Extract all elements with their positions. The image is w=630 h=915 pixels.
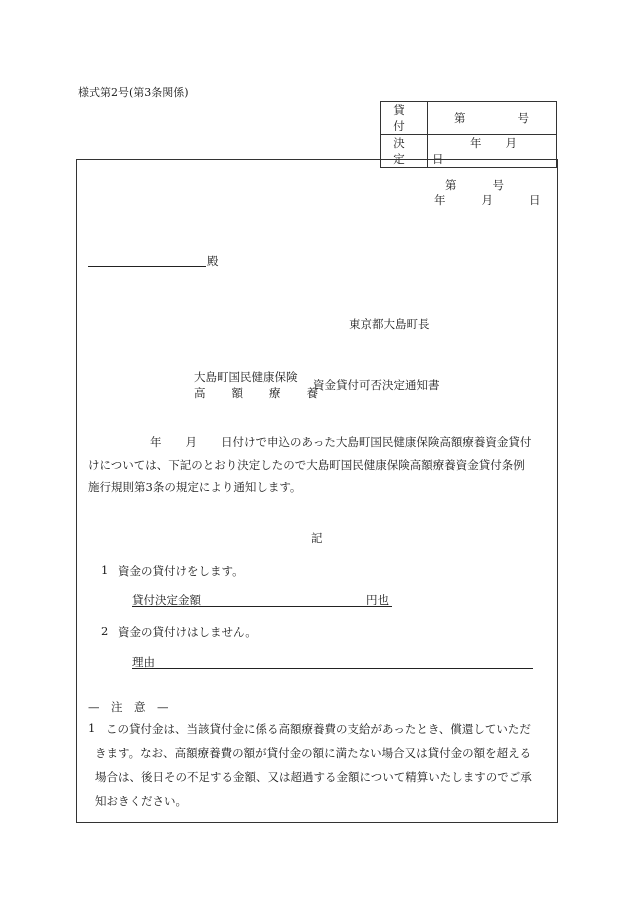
loan-number-suffix: 号: [517, 111, 529, 125]
reason-label: 理由: [132, 655, 155, 669]
title-line2: [194, 385, 318, 401]
item-1-number: 1: [101, 563, 109, 577]
title-char-1: 高: [194, 386, 206, 400]
loan-label: 貸付: [381, 102, 428, 135]
notes-line-1: この貸付金は、当該貸付金に係る高額療養費の支給があったとき、償還していただ: [106, 722, 531, 736]
notice-month: 月: [481, 193, 493, 207]
item-2-text: 資金の貸付けはしません。: [118, 625, 257, 639]
notes-heading: — 注 意 —: [88, 700, 169, 714]
title-char-4: 養: [306, 386, 318, 400]
decision-day: 日: [432, 152, 444, 166]
title-suffix: 資金貸付可否決定通知書: [313, 378, 440, 392]
notice-number-prefix: 第: [445, 178, 457, 192]
ki-marker: 記: [311, 531, 323, 545]
notice-day: 日: [529, 193, 541, 207]
title-char-2: 額: [231, 386, 243, 400]
amount-label: 貸付決定金額: [132, 593, 201, 607]
loan-decision-stamp-table: [380, 101, 557, 168]
notice-number-suffix: 号: [492, 178, 504, 192]
body-line-1-rest: 日付けで申込のあった大島町国民健康保険高額療養資金貸付: [221, 435, 532, 449]
addressee-honorific: 殿: [207, 254, 219, 268]
notes-line-4: 知おきください。: [95, 794, 187, 808]
decision-month: 月: [505, 136, 517, 150]
loan-number-prefix: 第: [454, 111, 466, 125]
notice-date: [434, 192, 541, 208]
body-line-3: 施行規則第3条の規定により通知します。: [88, 480, 302, 494]
reason-underline[interactable]: [132, 654, 533, 669]
issuer-name: 東京都大島町長: [349, 317, 430, 331]
body-month: 月: [185, 435, 197, 449]
amount-underline[interactable]: [132, 592, 392, 607]
body-line-1: [150, 434, 531, 450]
loan-number-row: [381, 102, 557, 135]
addressee-name-line[interactable]: [88, 252, 206, 267]
item-2-number: 2: [101, 624, 109, 638]
title-line1: 大島町国民健康保険: [194, 370, 298, 384]
notice-year: 年: [434, 193, 446, 207]
notes-line-3: 場合は、後日その不足する金額、又は超過する金額について精算いたしますのでご承: [95, 770, 532, 784]
form-number-label: 様式第2号(第3条関係): [78, 86, 189, 99]
notes-line-2: きます。なお、高額療養費の額が貸付金の額に満たない場合又は貸付金の額を超える: [95, 746, 532, 760]
notes-number: 1: [88, 721, 96, 735]
decision-year: 年: [470, 136, 482, 150]
decision-label: 決定: [381, 135, 428, 168]
item-1-text: 資金の貸付けをします。: [118, 564, 244, 578]
amount-unit: 円也: [366, 593, 389, 607]
notice-number: [445, 177, 504, 193]
body-year: 年: [150, 435, 162, 449]
loan-number-field[interactable]: [428, 102, 557, 135]
title-char-3: 療: [269, 386, 281, 400]
body-line-2: けについては、下記のとおり決定したので大島町国民健康保険高額療養資金貸付条例: [88, 458, 525, 472]
